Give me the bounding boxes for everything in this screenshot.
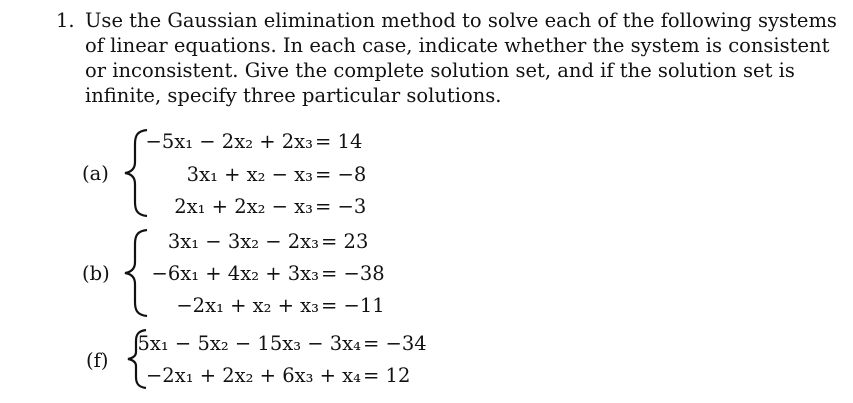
problem-text	[85, 8, 837, 108]
equation-row	[137, 332, 445, 358]
equation-rhs: = −38	[321, 262, 385, 285]
problem-line: infinite, specify three particular solutions.	[85, 84, 502, 107]
equation-lhs: −2x₁ + 2x₂ + 6x₃ + x₄	[145, 364, 361, 387]
equation-lhs: −5x₁ − 2x₂ + 2x₃	[145, 130, 313, 153]
equation-rhs: = 23	[321, 230, 369, 253]
equation-rhs: = −3	[315, 195, 367, 218]
part-label-f: (f)	[86, 349, 109, 372]
equation-rhs: = −8	[315, 163, 367, 186]
equation-lhs: 2x₁ + 2x₂ − x₃	[174, 195, 313, 218]
problem-line: Use the Gaussian elimination method to solve each of the following systems	[85, 9, 837, 32]
equation-lhs: −2x₁ + x₂ + x₃	[176, 294, 319, 317]
equation-row	[145, 130, 375, 156]
problem-line: of linear equations. In each case, indicate whether the system is consistent	[85, 34, 830, 57]
equation-rhs: = 12	[363, 364, 411, 387]
part-label-b: (b)	[82, 262, 110, 285]
equation-lhs: −6x₁ + 4x₂ + 3x₃	[151, 262, 319, 285]
equation-lhs: 3x₁ − 3x₂ − 2x₃	[167, 230, 319, 253]
problem-number: 1.	[56, 9, 75, 32]
equation-rhs: = 14	[315, 130, 363, 153]
equation-row	[145, 262, 385, 288]
equation-row	[145, 294, 385, 320]
equation-row	[145, 163, 375, 189]
equation-rhs: = −34	[363, 332, 427, 355]
equation-lhs: 5x₁ − 5x₂ − 15x₃ − 3x₄	[137, 332, 361, 355]
part-label-a: (a)	[82, 162, 109, 185]
equation-rhs: = −11	[321, 294, 385, 317]
equation-row	[145, 195, 375, 221]
problem-line: or inconsistent. Give the complete solution set, and if the solution set is	[85, 59, 795, 82]
equation-row	[145, 230, 385, 256]
equation-row	[145, 364, 445, 390]
equation-lhs: 3x₁ + x₂ − x₃	[186, 163, 313, 186]
